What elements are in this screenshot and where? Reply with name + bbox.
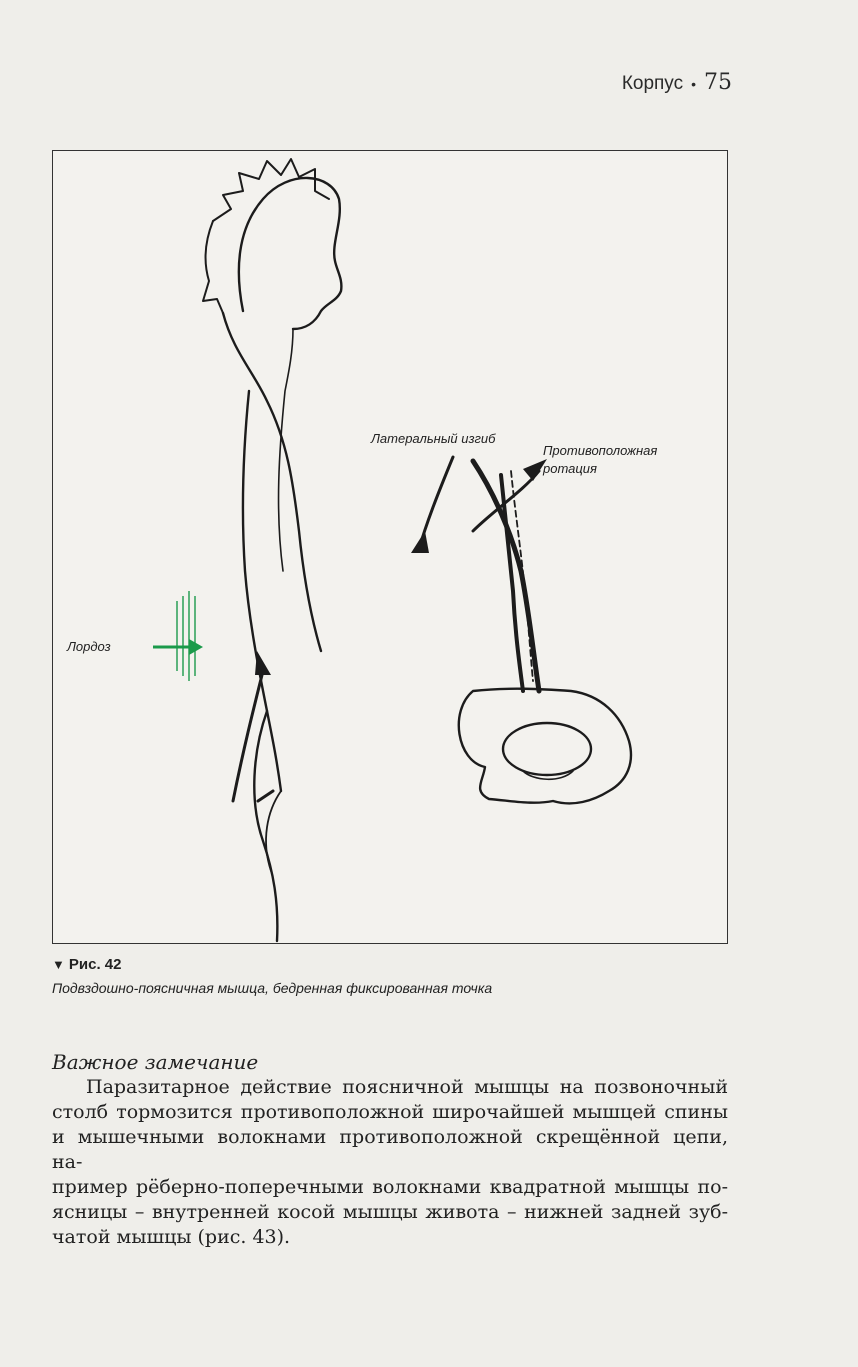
caption-marker-icon: ▼ — [52, 957, 65, 972]
pelvic-inlet — [503, 723, 591, 775]
note-line: чатой мышцы (рис. 43). — [52, 1226, 291, 1248]
label-lateral-bend: Латеральный изгиб — [371, 431, 496, 446]
label-lordosis: Лордоз — [67, 639, 111, 654]
header-separator: • — [691, 76, 696, 92]
label-opposite-rotation-2: ротация — [543, 461, 597, 476]
lateral-bend-arrowhead — [411, 531, 429, 553]
psoas-muscle-2 — [501, 475, 523, 691]
hip-flexion-arrowhead — [255, 651, 271, 675]
note-body — [52, 1075, 728, 1250]
figure-caption-text: Подвздошно-поясничная мышца, бедренная фиксированная точка — [52, 980, 493, 996]
lordosis-marker — [177, 591, 195, 681]
psoas-muscle — [473, 461, 539, 691]
note-line: и мышечными волокнами противоположной скрещённой цепи, на- — [52, 1126, 728, 1173]
hair-back — [203, 221, 223, 313]
femur-arrow — [258, 791, 273, 801]
note-line: ясницы – внутренней косой мышцы живота – нижней задней зуб- — [52, 1201, 728, 1223]
back-outline — [223, 313, 321, 651]
note-line: столб тормозится противоположной широчайшей мышцей спины — [52, 1101, 728, 1123]
note-title: Важное замечание — [52, 1050, 259, 1074]
note-line: Паразитарное действие поясничной мышцы на позвоночный — [86, 1076, 728, 1098]
note-line: пример рёберно-поперечными волокнами квадратной мышцы по- — [52, 1176, 728, 1198]
section-title: Корпус — [621, 73, 684, 94]
knee-outline — [266, 791, 281, 871]
figure-illustration — [53, 151, 729, 945]
figure-42 — [52, 150, 728, 944]
figure-caption-number: ▼ Рис. 42 — [52, 956, 122, 973]
head-outline — [239, 178, 342, 329]
pelvis — [459, 689, 631, 804]
label-opposite-rotation-1: Противоположная — [543, 443, 658, 458]
hip-flexion-arrow — [233, 671, 263, 801]
page-number: 75 — [704, 70, 732, 95]
page-header — [622, 70, 732, 95]
